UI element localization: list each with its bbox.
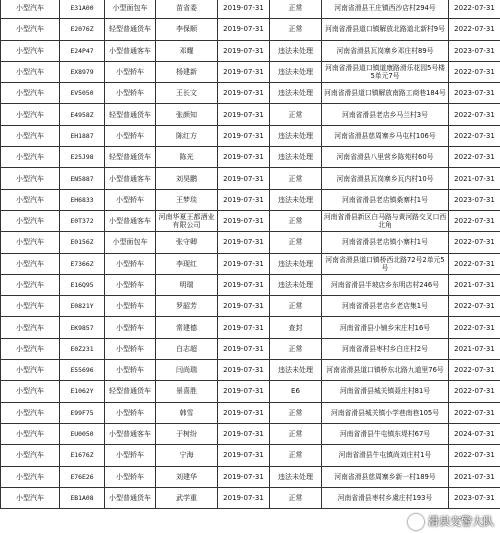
body-type-cell: 轻型普通货车: [105, 19, 156, 40]
status-cell: 违法未处理: [270, 40, 322, 61]
date-cell: 2019-07-31: [218, 381, 270, 402]
table-row: [1, 317, 500, 338]
vehicle-type-cell: 小型汽车: [1, 104, 60, 125]
owner-cell: 韩雪: [156, 402, 218, 423]
plate-cell: E31A00: [60, 0, 105, 19]
expiry-cell: 2022-07-31: [449, 317, 500, 338]
body-type-cell: 小型轿车: [105, 125, 156, 146]
owner-cell: 明瑞: [156, 274, 218, 295]
owner-cell: 宁海: [156, 445, 218, 466]
plate-cell: EB1A08: [60, 487, 105, 508]
table-row: [1, 168, 500, 189]
status-cell: 正常: [270, 338, 322, 359]
vehicle-type-cell: 小型汽车: [1, 210, 60, 231]
body-type-cell: 小型普通客车: [105, 210, 156, 231]
expiry-cell: 2022-07-31: [449, 253, 500, 274]
owner-cell: 苗省委: [156, 0, 218, 19]
date-cell: 2019-07-31: [218, 189, 270, 210]
date-cell: 2019-07-31: [218, 210, 270, 231]
address-cell: 河南省滑县道口镇桥西北路72号2单元5号: [322, 253, 449, 274]
date-cell: 2019-07-31: [218, 317, 270, 338]
date-cell: 2019-07-31: [218, 423, 270, 444]
status-cell: 正常: [270, 423, 322, 444]
table-row: [1, 487, 500, 508]
vehicle-type-cell: 小型汽车: [1, 445, 60, 466]
body-type-cell: 小型轿车: [105, 296, 156, 317]
vehicle-type-cell: 小型汽车: [1, 253, 60, 274]
plate-cell: E1676Z: [60, 445, 105, 466]
vehicle-type-cell: 小型汽车: [1, 381, 60, 402]
expiry-cell: 2022-07-31: [449, 402, 500, 423]
table-row: [1, 83, 500, 104]
plate-cell: EH1887: [60, 125, 105, 146]
expiry-cell: 2021-07-31: [449, 338, 500, 359]
address-cell: 河南省滑县新区白马路与黄河路交叉口西北角: [322, 210, 449, 231]
owner-cell: 杨建新: [156, 61, 218, 82]
date-cell: 2019-07-31: [218, 40, 270, 61]
owner-cell: 李保顺: [156, 19, 218, 40]
vehicle-type-cell: 小型汽车: [1, 189, 60, 210]
status-cell: 违法未处理: [270, 466, 322, 487]
owner-cell: 张守卿: [156, 232, 218, 253]
expiry-cell: 2022-07-31: [449, 381, 500, 402]
status-cell: 正常: [270, 0, 322, 19]
address-cell: 河南省滑县道口镇道康路滑乐花园5号楼5单元7号: [322, 61, 449, 82]
vehicle-type-cell: 小型汽车: [1, 402, 60, 423]
date-cell: 2019-07-31: [218, 253, 270, 274]
date-cell: 2019-07-31: [218, 274, 270, 295]
plate-cell: EK9857: [60, 317, 105, 338]
vehicle-type-cell: 小型汽车: [1, 125, 60, 146]
vehicle-type-cell: 小型汽车: [1, 83, 60, 104]
expiry-cell: 2023-07-31: [449, 40, 500, 61]
date-cell: 2019-07-31: [218, 466, 270, 487]
status-cell: 违法未处理: [270, 253, 322, 274]
owner-cell: 李现红: [156, 253, 218, 274]
expiry-cell: 2022-07-31: [449, 360, 500, 381]
table-row: [1, 61, 500, 82]
vehicle-type-cell: 小型汽车: [1, 274, 60, 295]
plate-cell: EH6833: [60, 189, 105, 210]
status-cell: E6: [270, 381, 322, 402]
body-type-cell: 小型轿车: [105, 274, 156, 295]
address-cell: 河南省滑县老店镇小寨村1号: [322, 232, 449, 253]
vehicle-type-cell: 小型汽车: [1, 147, 60, 168]
address-cell: 河南省滑县枣村乡白庄村2号: [322, 338, 449, 359]
plate-cell: E1062Y: [60, 381, 105, 402]
table-row: [1, 210, 500, 231]
address-cell: 河南省滑县道口镇桥东北路九道里76号: [322, 360, 449, 381]
expiry-cell: 2022-07-31: [449, 296, 500, 317]
body-type-cell: 小型普通客车: [105, 423, 156, 444]
body-type-cell: 小型普通货车: [105, 487, 156, 508]
address-cell: 河南省滑县瓦岗寨乡瓦内村10号: [322, 168, 449, 189]
address-cell: 河南省滑县八里营乡陈苑村60号: [322, 147, 449, 168]
address-cell: 河南省滑县老店乡老店集1号: [322, 296, 449, 317]
table-row: [1, 423, 500, 444]
plate-cell: E4958Z: [60, 104, 105, 125]
owner-cell: 邓耀: [156, 40, 218, 61]
table-row: [1, 360, 500, 381]
address-cell: 河南省滑县牛屯镇东堤村67号: [322, 423, 449, 444]
body-type-cell: 小型轿车: [105, 83, 156, 104]
status-cell: 正常: [270, 168, 322, 189]
table-row: [1, 147, 500, 168]
table-row: [1, 445, 500, 466]
plate-cell: E24P47: [60, 40, 105, 61]
plate-cell: E0Z231: [60, 338, 105, 359]
status-cell: 正常: [270, 232, 322, 253]
owner-cell: 闫尚瑞: [156, 360, 218, 381]
vehicle-type-cell: 小型汽车: [1, 466, 60, 487]
date-cell: 2019-07-31: [218, 445, 270, 466]
vehicle-type-cell: 小型汽车: [1, 0, 60, 19]
date-cell: 2019-07-31: [218, 104, 270, 125]
plate-cell: EX8979: [60, 61, 105, 82]
body-type-cell: 小型轿车: [105, 189, 156, 210]
status-cell: 违法未处理: [270, 360, 322, 381]
vehicle-type-cell: 小型汽车: [1, 338, 60, 359]
address-cell: 河南省滑县小铺乡宋庄村16号: [322, 317, 449, 338]
status-cell: 违法未处理: [270, 147, 322, 168]
table-row: [1, 125, 500, 146]
vehicle-type-cell: 小型汽车: [1, 423, 60, 444]
expiry-cell: 2022-07-31: [449, 19, 500, 40]
owner-cell: 张颜知: [156, 104, 218, 125]
vehicle-type-cell: 小型汽车: [1, 19, 60, 40]
plate-cell: EN5887: [60, 168, 105, 189]
status-cell: 违法未处理: [270, 274, 322, 295]
address-cell: 河南省滑县老店乡马兰村3号: [322, 104, 449, 125]
vehicle-type-cell: 小型汽车: [1, 296, 60, 317]
owner-cell: 白志超: [156, 338, 218, 359]
plate-cell: E0156Z: [60, 232, 105, 253]
expiry-cell: 2022-07-31: [449, 0, 500, 19]
date-cell: 2019-07-31: [218, 168, 270, 189]
address-cell: 河南省滑县慈周寨乡新一村189号: [322, 466, 449, 487]
vehicle-type-cell: 小型汽车: [1, 61, 60, 82]
status-cell: 正常: [270, 296, 322, 317]
owner-cell: 于树纷: [156, 423, 218, 444]
table-row: [1, 338, 500, 359]
date-cell: 2019-07-31: [218, 402, 270, 423]
address-cell: 河南省滑县慈周寨乡马屯村106号: [322, 125, 449, 146]
table-row: [1, 40, 500, 61]
date-cell: 2019-07-31: [218, 338, 270, 359]
table-row: [1, 0, 500, 19]
date-cell: 2019-07-31: [218, 61, 270, 82]
body-type-cell: 小型轿车: [105, 253, 156, 274]
address-cell: 河南省滑县瓦岗寨乡邓庄村89号: [322, 40, 449, 61]
body-type-cell: 轻型普通货车: [105, 104, 156, 125]
table-row: [1, 104, 500, 125]
plate-cell: EU0050: [60, 423, 105, 444]
plate-cell: E0821Y: [60, 296, 105, 317]
expiry-cell: 2022-07-31: [449, 210, 500, 231]
date-cell: 2019-07-31: [218, 360, 270, 381]
expiry-cell: 2022-07-31: [449, 104, 500, 125]
body-type-cell: 小型轿车: [105, 445, 156, 466]
table-row: [1, 274, 500, 295]
body-type-cell: 轻型普通货车: [105, 147, 156, 168]
owner-cell: 河南华夏王都酒业有限公司: [156, 210, 218, 231]
address-cell: 河南省滑县城关镇聂庄村81号: [322, 381, 449, 402]
owner-cell: 王长文: [156, 83, 218, 104]
date-cell: 2019-07-31: [218, 147, 270, 168]
status-cell: 查封: [270, 317, 322, 338]
address-cell: 河南省滑县王庄镇西沙店村294号: [322, 0, 449, 19]
body-type-cell: 小型轿车: [105, 61, 156, 82]
owner-cell: 陈红方: [156, 125, 218, 146]
status-cell: 正常: [270, 402, 322, 423]
expiry-cell: 2022-07-31: [449, 125, 500, 146]
plate-cell: E2076Z: [60, 19, 105, 40]
date-cell: 2019-07-31: [218, 83, 270, 104]
expiry-cell: 2023-07-31: [449, 83, 500, 104]
table-row: [1, 232, 500, 253]
status-cell: 正常: [270, 487, 322, 508]
body-type-cell: 小型普通客车: [105, 40, 156, 61]
vehicle-type-cell: 小型汽车: [1, 168, 60, 189]
date-cell: 2019-07-31: [218, 0, 270, 19]
address-cell: 河南省滑县城关镇小学巷南巷105号: [322, 402, 449, 423]
vehicle-type-cell: 小型汽车: [1, 487, 60, 508]
body-type-cell: 小型轿车: [105, 360, 156, 381]
expiry-cell: 2023-07-31: [449, 487, 500, 508]
plate-cell: E55696: [60, 360, 105, 381]
date-cell: 2019-07-31: [218, 19, 270, 40]
date-cell: 2019-07-31: [218, 125, 270, 146]
owner-cell: 景喜胜: [156, 381, 218, 402]
owner-cell: 陈光: [156, 147, 218, 168]
address-cell: 河南省滑县牛屯镇尚刘庄村1号: [322, 445, 449, 466]
date-cell: 2019-07-31: [218, 487, 270, 508]
watermark: 滑县交警大队: [428, 515, 494, 528]
owner-cell: 武学重: [156, 487, 218, 508]
plate-cell: E16Q95: [60, 274, 105, 295]
expiry-cell: 2022-07-31: [449, 232, 500, 253]
plate-cell: EV5050: [60, 83, 105, 104]
vehicle-type-cell: 小型汽车: [1, 317, 60, 338]
address-cell: 河南省滑县半坡店乡东明店村246号: [322, 274, 449, 295]
status-cell: 正常: [270, 104, 322, 125]
status-cell: 正常: [270, 210, 322, 231]
vehicle-type-cell: 小型汽车: [1, 40, 60, 61]
owner-cell: 罗韶芳: [156, 296, 218, 317]
plate-cell: E7366Z: [60, 253, 105, 274]
table-row: [1, 466, 500, 487]
body-type-cell: 轻型普通货车: [105, 381, 156, 402]
expiry-cell: 2022-07-31: [449, 147, 500, 168]
table-row: [1, 19, 500, 40]
body-type-cell: 小型面包车: [105, 232, 156, 253]
plate-cell: E76E26: [60, 466, 105, 487]
vehicle-type-cell: 小型汽车: [1, 360, 60, 381]
table-row: [1, 296, 500, 317]
expiry-cell: 2024-07-31: [449, 423, 500, 444]
status-cell: 违法未处理: [270, 61, 322, 82]
owner-cell: 刘昊鹏: [156, 168, 218, 189]
status-cell: 正常: [270, 19, 322, 40]
date-cell: 2019-07-31: [218, 296, 270, 317]
owner-cell: 常建德: [156, 317, 218, 338]
body-type-cell: 小型轿车: [105, 317, 156, 338]
address-cell: 河南省滑县枣村乡虞庄村193号: [322, 487, 449, 508]
expiry-cell: 2021-07-31: [449, 274, 500, 295]
status-cell: 违法未处理: [270, 83, 322, 104]
status-cell: 正常: [270, 445, 322, 466]
body-type-cell: 小型轿车: [105, 402, 156, 423]
plate-cell: E25J98: [60, 147, 105, 168]
plate-cell: E99F75: [60, 402, 105, 423]
table-row: [1, 381, 500, 402]
body-type-cell: 小型轿车: [105, 338, 156, 359]
body-type-cell: 小型普通客车: [105, 168, 156, 189]
expiry-cell: 2022-07-31: [449, 445, 500, 466]
expiry-cell: 2022-07-31: [449, 61, 500, 82]
status-cell: 违法未处理: [270, 125, 322, 146]
table-body: [1, 0, 500, 509]
address-cell: 河南省滑县道口镇解放南路工商巷184号: [322, 83, 449, 104]
body-type-cell: 小型面包车: [105, 0, 156, 19]
address-cell: 河南省滑县道口镇解放北路道北新村9号: [322, 19, 449, 40]
owner-cell: 王梦琰: [156, 189, 218, 210]
watermark-icon: [408, 514, 424, 530]
table-row: [1, 402, 500, 423]
plate-cell: E0T372: [60, 210, 105, 231]
date-cell: 2019-07-31: [218, 232, 270, 253]
status-cell: 违法未处理: [270, 189, 322, 210]
table-row: [1, 189, 500, 210]
address-cell: 河南省滑县老店镇桑寨村1号: [322, 189, 449, 210]
body-type-cell: 小型轿车: [105, 466, 156, 487]
expiry-cell: 2021-07-31: [449, 168, 500, 189]
expiry-cell: 2023-07-31: [449, 189, 500, 210]
owner-cell: 刘建华: [156, 466, 218, 487]
expiry-cell: 2021-07-31: [449, 466, 500, 487]
table-row: [1, 253, 500, 274]
vehicle-type-cell: 小型汽车: [1, 232, 60, 253]
